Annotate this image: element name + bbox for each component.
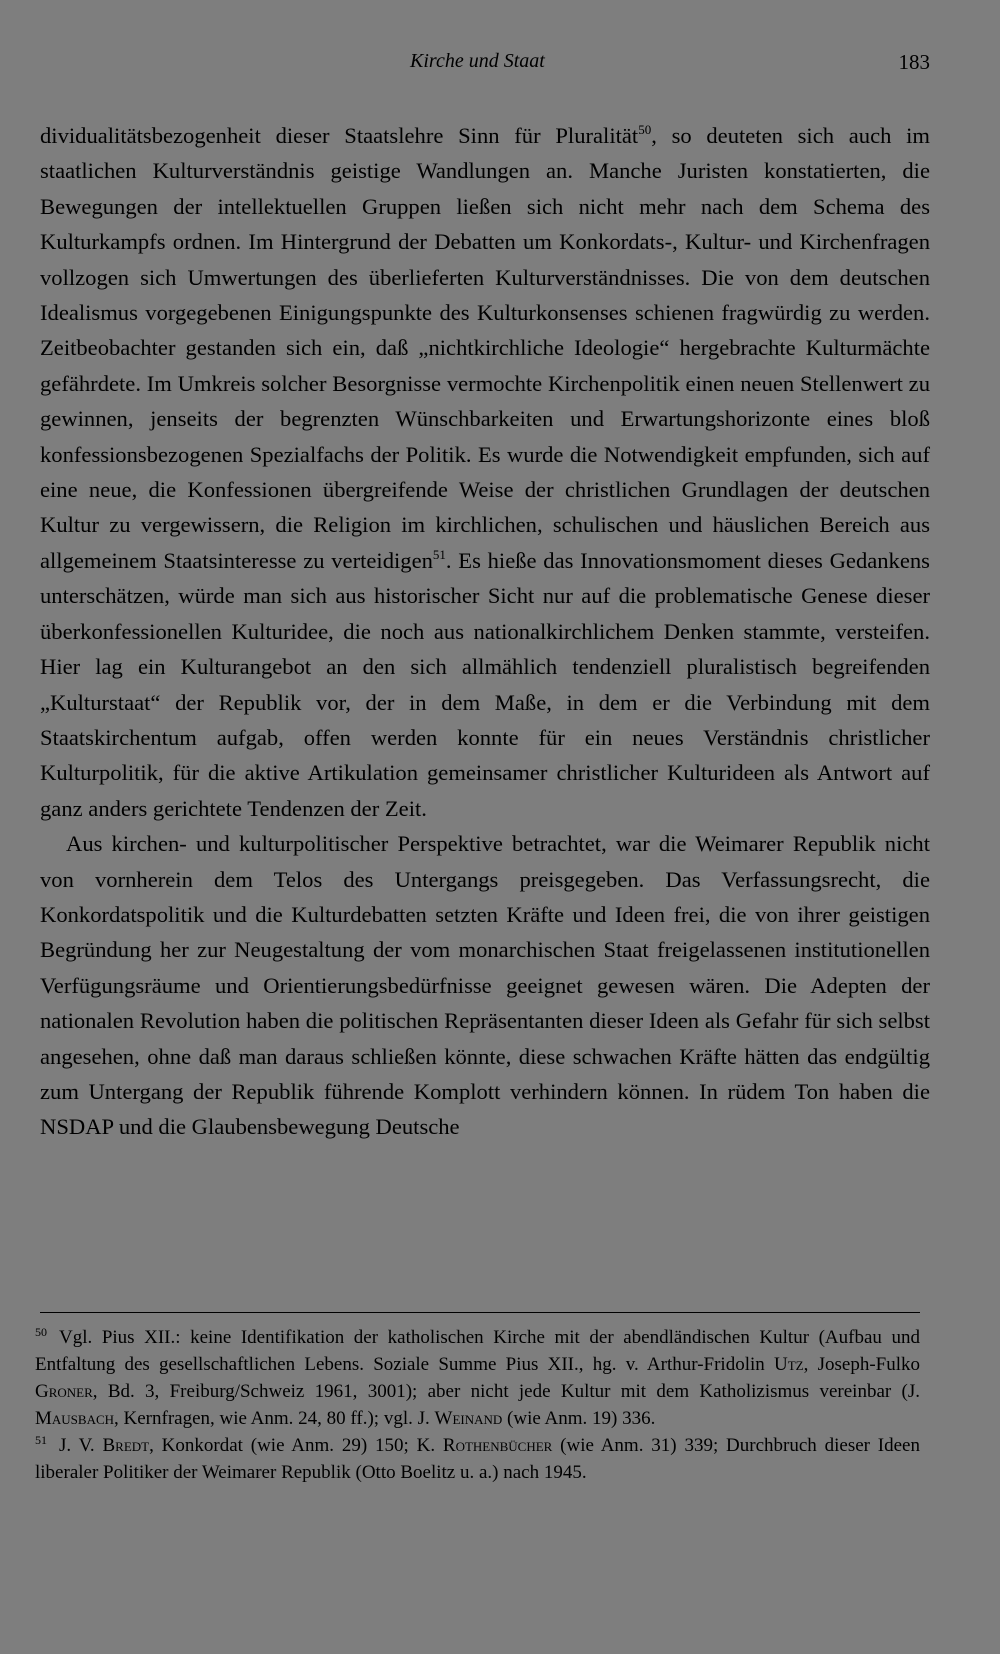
body-text (40, 118, 930, 1145)
author-name: Bredt (102, 1435, 150, 1456)
footnote-text: Vgl. Pius XII.: keine Identifikation der katholischen Kirche mit der abendländischen Kultur (Aufbau und Entfaltung des gesellschaftlichen Lebens. Soziale Summe Pius XII., hg. v. Arthur-Fridolin (35, 1327, 920, 1375)
footnote-separator (40, 1312, 920, 1313)
paragraph-1-text-1: dividualitätsbezogenheit dieser Staatslehre Sinn für Pluralität (40, 123, 639, 148)
footnote-text: , Bd. 3, Freiburg/Schweiz 1961, 3001); aber nicht jede Kultur mit dem Katholizismus vereinbar (J. (92, 1381, 920, 1402)
footnote-51: 51 J. V. Bredt, Konkordat (wie Anm. 29) 150; K. Rothenbücher (wie Anm. 31) 339; Durchbruch dieser Ideen liberaler Politiker der Weimarer Republik (Otto Boelitz u. a.) nach 1945. (35, 1433, 920, 1483)
running-title: Kirche und Staat (410, 50, 545, 72)
author-name: Utz (774, 1354, 804, 1375)
footnote-ref-50[interactable]: 50 (638, 122, 652, 137)
paragraph-1 (40, 118, 930, 826)
paragraph-1-text-2: , so deuteten sich auch im staatlichen Kulturverständnis geistige Wandlungen an. Manche Juristen konstatierten, die Bewegungen der intellektuellen Gruppen ließen sich nicht mehr nach dem Schema des Kulturkampfs ordnen. Im Hintergrund der Debatten um Konkordats-, Kultur- und Kirchenfragen vollzogen sich Umwertungen des überlieferten Kulturverständnisses. Die von dem deutschen Idealismus vorgegebenen Einigungspunkte des Kulturkonsenses schienen fragwürdig zu werden. Zeitbeobachter gestanden sich ein, daß „nichtkirchliche Ideologie“ hergebrachte Kulturmächte gefährdete. Im Umkreis solcher Besorgnisse vermochte Kirchenpolitik einen neuen Stellenwert zu gewinnen, jenseits der begrenzten Wünschbarkeiten und Erwartungshorizonte eines bloß konfessionsbezogenen Spezialfachs der Politik. Es wurde die Notwendigkeit empfunden, sich auf eine neue, die Konfessionen übergreifende Weise der christlichen Grundlagen der deutschen Kultur zu vergewissern, die Religion im kirchlichen, schulischen und häuslichen Bereich aus allgemeinem Staatsinteresse zu verteidigen (40, 123, 931, 573)
footnote-50: 50 Vgl. Pius XII.: keine Identifikation der katholischen Kirche mit der abendländischen Kultur (Aufbau und Entfaltung des gesellschaftlichen Lebens. Soziale Summe Pius XII., hg. v. Arthur-Fridolin Utz, Joseph-Fulko Groner, Bd. 3, Freiburg/Schweiz 1961, 3001); aber nicht jede Kultur mit dem Katholizismus vereinbar (J. Mausbach, Kernfragen, wie Anm. 24, 80 ff.); vgl. J. Weinand (wie Anm. 19) 336. (35, 1325, 920, 1429)
footnotes (35, 1324, 920, 1486)
footnote-text: , Kernfragen, wie Anm. 24, 80 ff.); vgl. J. (114, 1408, 435, 1429)
author-name: Groner (35, 1381, 93, 1402)
footnote-ref-51[interactable]: 51 (432, 546, 446, 562)
page-header (40, 50, 930, 80)
footnote-text: , Konkordat (wie Anm. 29) 150; K. (149, 1435, 443, 1456)
footnote-text: , Joseph-Fulko (803, 1354, 920, 1375)
footnote-text: J. V. (59, 1435, 103, 1456)
author-name: Weinand (434, 1408, 503, 1429)
page-number: 183 (898, 50, 930, 74)
author-name: Mausbach (35, 1408, 115, 1429)
author-name: Rothenbücher (442, 1435, 553, 1456)
paragraph-1-text-3: . Es hieße das Innovationsmoment dieses Gedankens unterschätzen, würde man sich aus historischer Sicht nur auf die problematische Genese dieser überkonfessionellen Kulturidee, die noch aus nationalkirchlichem Denken stammte, versteifen. Hier lag ein Kulturangebot an den sich allmählich tendenziell pluralistisch begreifenden „Kulturstaat“ der Republik vor, der in dem Maße, in dem er die Verbindung mit dem Staatskirchentum aufgab, offen werden konnte für ein neues Verständnis christlicher Kulturpolitik, für die aktive Artikulation gemeinsamer christlicher Kulturideen als Antwort auf ganz anders gerichtete Tendenzen der Zeit. (40, 547, 930, 821)
paragraph-2: Aus kirchen- und kulturpolitischer Perspektive betrachtet, war die Weimarer Republik nicht von vornherein dem Telos des Untergangs preisgegeben. Das Verfassungsrecht, die Konkordatspolitik und die Kulturdebatten setzten Kräfte und Ideen frei, die von ihrer geistigen Begründung her zur Neugestaltung der vom monarchischen Staat freigelassenen institutionellen Verfügungsräume und Orientierungsbedürfnisse geeignet gewesen wären. Die Adepten der nationalen Revolution haben die politischen Repräsentanten dieser Ideen als Gefahr für sich selbst angesehen, ohne daß man daraus schließen könnte, diese schwachen Kräfte hätten das endgültig zum Untergang der Republik führende Komplott verhindern können. In rüdem Ton haben die NSDAP und die Glaubensbewegung Deutsche (40, 831, 930, 1140)
footnote-text: (wie Anm. 19) 336. (502, 1408, 656, 1429)
footnote-text: (wie Anm. 31) 339; Durchbruch dieser Ideen liberaler Politiker der Weimarer Republik (Otto Boelitz u. a.) nach 1945. (35, 1435, 920, 1483)
